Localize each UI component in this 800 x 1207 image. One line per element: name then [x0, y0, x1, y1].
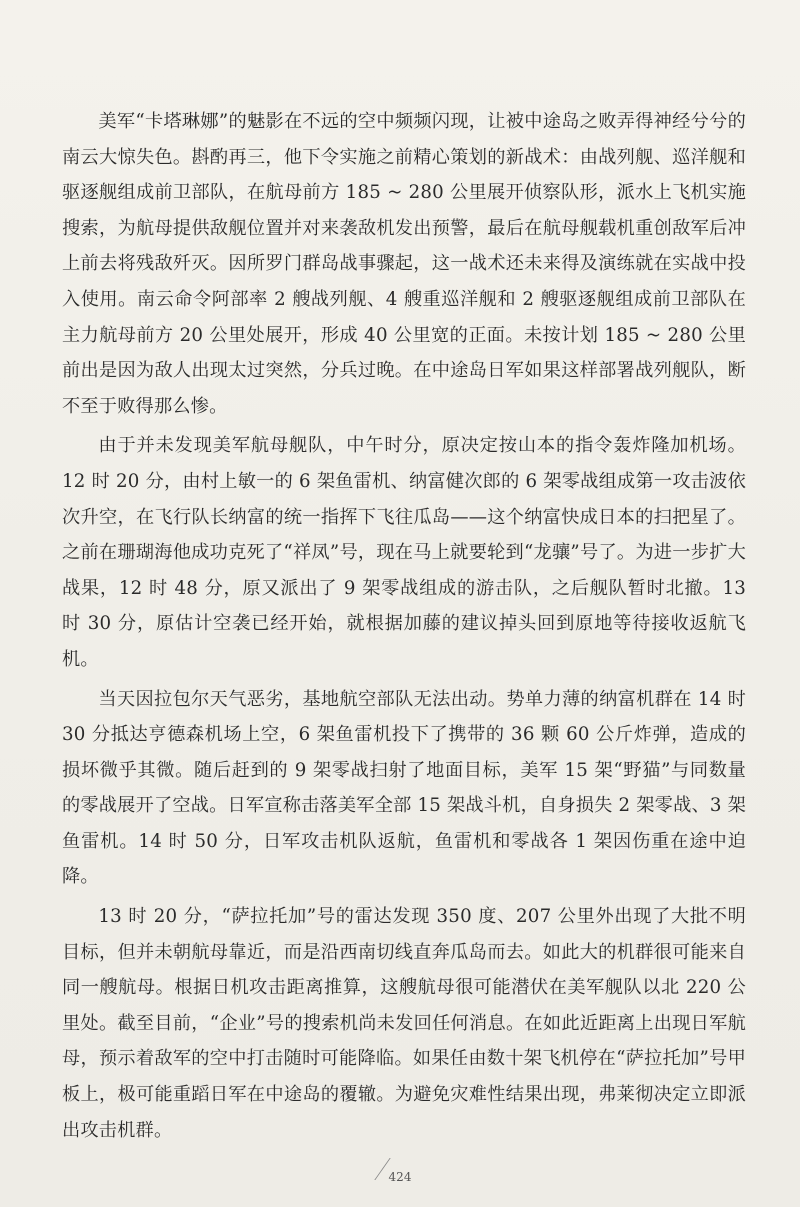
paragraph-1: 美军“卡塔琳娜”的魅影在不远的空中频频闪现，让被中途岛之败弄得神经兮兮的南云大惊失色。斟酌再三，他下令实施之前精心策划的新战术：由战列舰、巡洋舰和驱逐舰组成前卫部队，在航母前方 185 ~ 280 公里展开侦察队形，派水上飞机实施搜索，为航母提供敌舰位置并对来袭敌机发出预警，最后在航母舰载机重创敌军后冲上前去将残敌歼灭。因所罗门群岛战事骤起，这一战术还未来得及演练就在实战中投入使用。南云命令阿部率 2 艘战列舰、4 艘重巡洋舰和 2 艘驱逐舰组成前卫部队在主力航母前方 20 公里处展开，形成 40 公里宽的正面。未按计划 185 ~ 280 公里前出是因为敌人出现太过突然，分兵过晚。在中途岛日军如果这样部署战列舰队，断不至于败得那么惨。: [62, 111, 746, 417]
body-text: [62, 104, 746, 1152]
paragraph-4: 13 时 20 分，“萨拉托加”号的雷达发现 350 度、207 公里外出现了大批不明目标，但并未朝航母靠近，而是沿西南切线直奔瓜岛而去。如此大的机群很可能来自同一艘航母。根据日机攻击距离推算，这艘航母很可能潜伏在美军舰队以北 220 公里处。截至目前，“企业”号的搜索机尚未发回任何消息。在如此近距离上出现日军航母，预示着敌军的空中打击随时可能降临。如果任由数十架飞机停在“萨拉托加”号甲板上，极可能重蹈日军在中途岛的覆辙。为避免灾难性结果出现，弗莱彻决定立即派出攻击机群。: [62, 906, 746, 1141]
paragraph-3: 当天因拉包尔天气恶劣，基地航空部队无法出动。势单力薄的纳富机群在 14 时 30 分抵达亨德森机场上空，6 架鱼雷机投下了携带的 36 颗 60 公斤炸弹，造成的损坏微乎其微。随后赶到的 9 架零战扫射了地面目标，美军 15 架“野猫”与同数量的零战展开了空战。日军宣称击落美军全部 15 架战斗机，自身损失 2 架零战、3 架鱼雷机。14 时 50 分，日军攻击机队返航，鱼雷机和零战各 1 架因伤重在途中迫降。: [62, 688, 746, 888]
paragraph-2: 由于并未发现美军航母舰队，中午时分，原决定按山本的指令轰炸隆加机场。12 时 20 分，由村上敏一的 6 架鱼雷机、纳富健次郎的 6 架零战组成第一攻击波依次升空，在飞行队长纳富的统一指挥下飞往瓜岛——这个纳富快成日本的扫把星了。之前在珊瑚海他成功克死了“祥凤”号，现在马上就要轮到“龙骧”号了。为进一步扩大战果，12 时 48 分，原又派出了 9 架零战组成的游击队，之后舰队暂时北撤。13 时 30 分，原估计空袭已经开始，就根据加藤的建议掉头回到原地等待接收返航飞机。: [62, 435, 746, 670]
page-number: 424: [388, 1170, 412, 1184]
